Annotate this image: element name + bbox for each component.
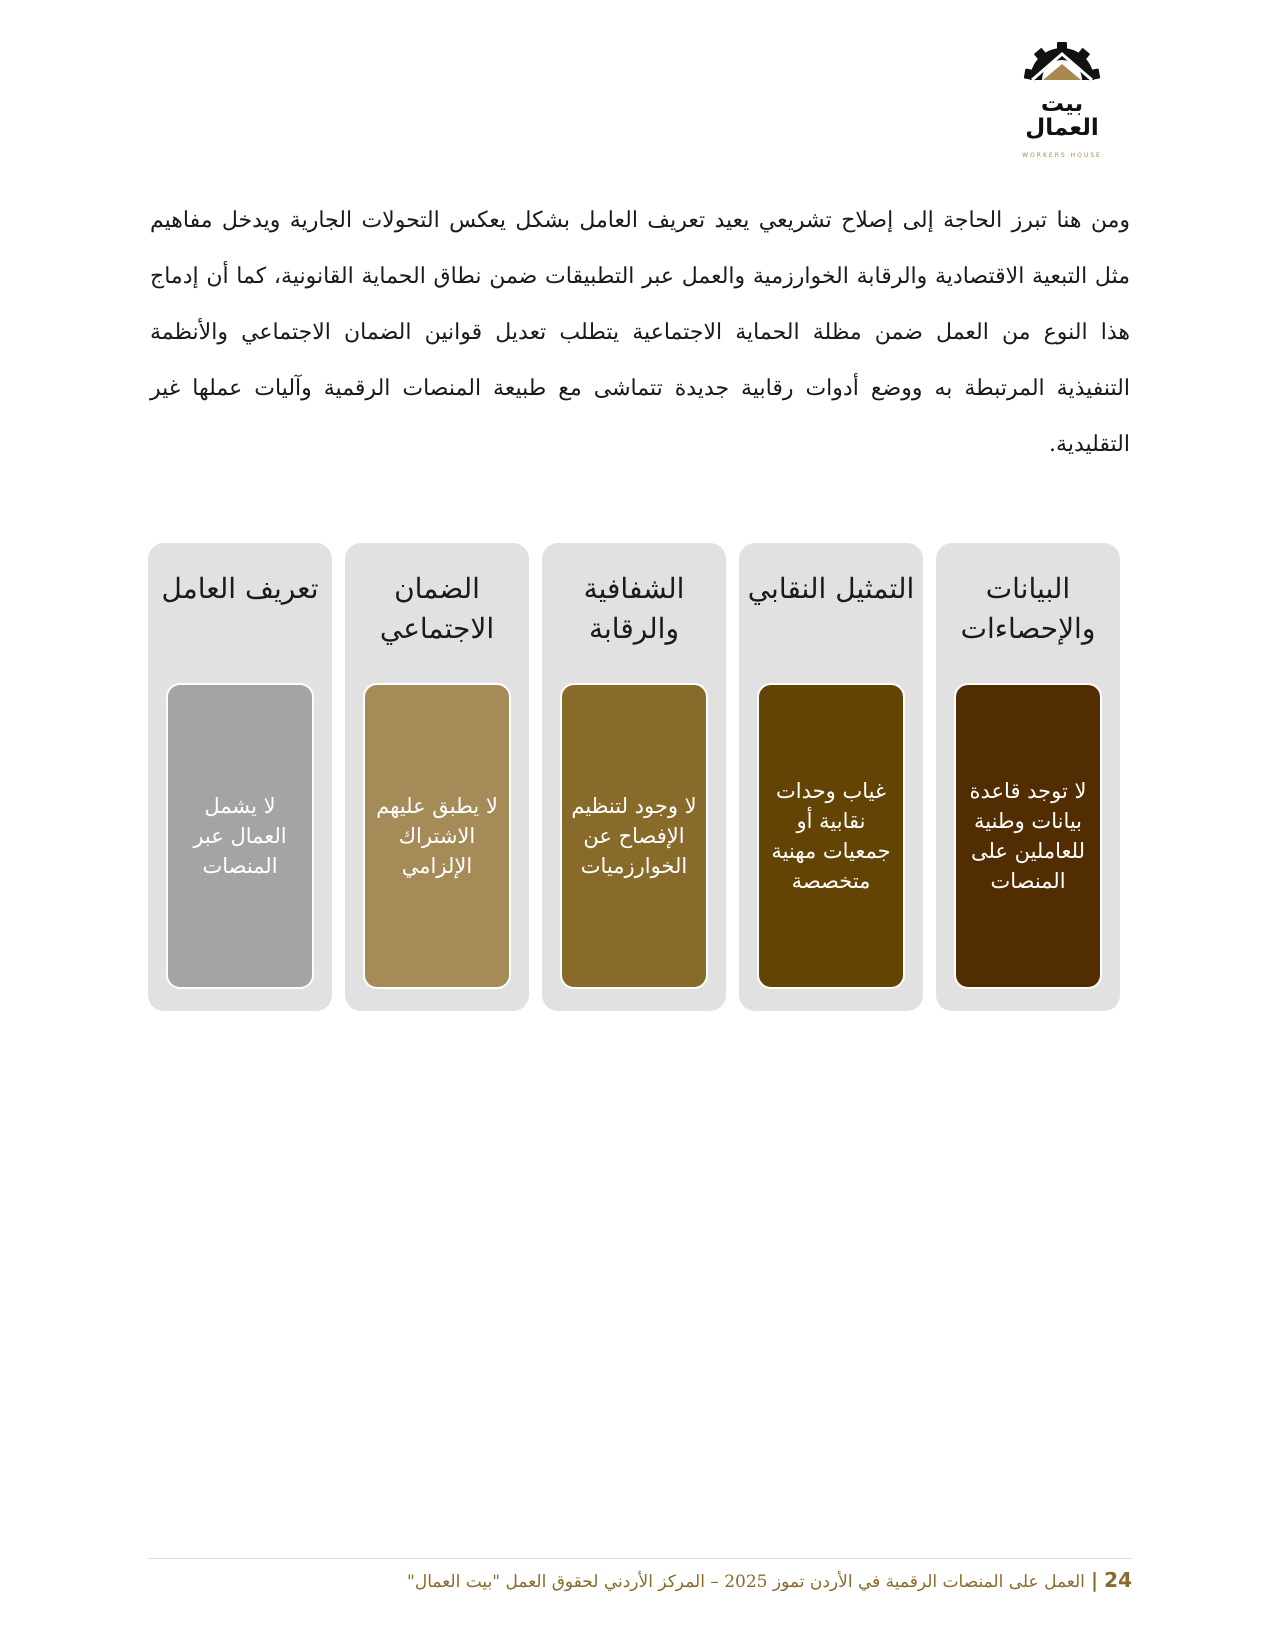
logo-subtitle: WORKERS HOUSE: [1022, 152, 1102, 159]
card-worker-definition: [148, 543, 332, 1011]
footer-text: العمل على المنصات الرقمية في الأردن تموز 2025 – المركز الأردني لحقوق العمل "بيت العمال": [407, 1572, 1085, 1592]
card-body: [363, 683, 511, 989]
card-body: [560, 683, 708, 989]
card-text: لا يطبق عليهم الاشتراك الإلزامي: [376, 794, 498, 878]
card-text: لا يشمل العمال عبر المنصات: [193, 794, 287, 878]
card-body: [757, 683, 905, 989]
card-transparency: [542, 543, 726, 1011]
card-social-security: [345, 543, 529, 1011]
card-text: لا توجد قاعدة بيانات وطنية للعاملين على المنصات: [969, 779, 1087, 893]
card-title: الضمان الاجتماعي: [379, 572, 495, 645]
card-text: غياب وحدات نقابية أو جمعيات مهنية متخصصة: [771, 779, 891, 893]
card-union-representation: [739, 543, 923, 1011]
card-title: تعريف العامل: [161, 572, 319, 605]
footer-divider: [148, 1558, 1132, 1559]
card-title: البيانات والإحصاءات: [960, 572, 1096, 645]
page-footer: [148, 1566, 1132, 1596]
logo: [1010, 42, 1114, 162]
footer-separator: |: [1090, 1568, 1099, 1592]
logo-name: بيت العمال: [1025, 91, 1099, 141]
card-text: لا وجود لتنظيم الإفصاح عن الخوارزميات: [571, 794, 697, 878]
card-data-statistics: [936, 543, 1120, 1011]
card-body: [166, 683, 314, 989]
body-paragraph: ومن هنا تبرز الحاجة إلى إصلاح تشريعي يعيد تعريف العامل بشكل يعكس التحولات الجارية ويدخل مفاهيم مثل التبعية الاقتصادية والرقابة الخوارزمية والعمل عبر التطبيقات ضمن نطاق الحماية القانونية، كما أن إدماج هذا النوع من العمل ضمن مظلة الحماية الاجتماعية يتطلب تعديل قوانين الضمان الاجتماعي والأنظمة التنفيذية المرتبطة به ووضع أدوات رقابية جديدة تتماشى مع طبيعة المنصات الرقمية وآليات عملها غير التقليدية.: [150, 208, 1130, 457]
card-title: الشفافية والرقابة: [583, 572, 685, 645]
gaps-diagram: [148, 543, 1122, 1011]
page-number: 24: [1104, 1568, 1132, 1592]
card-body: [954, 683, 1102, 989]
card-title: التمثيل النقابي: [747, 572, 915, 605]
